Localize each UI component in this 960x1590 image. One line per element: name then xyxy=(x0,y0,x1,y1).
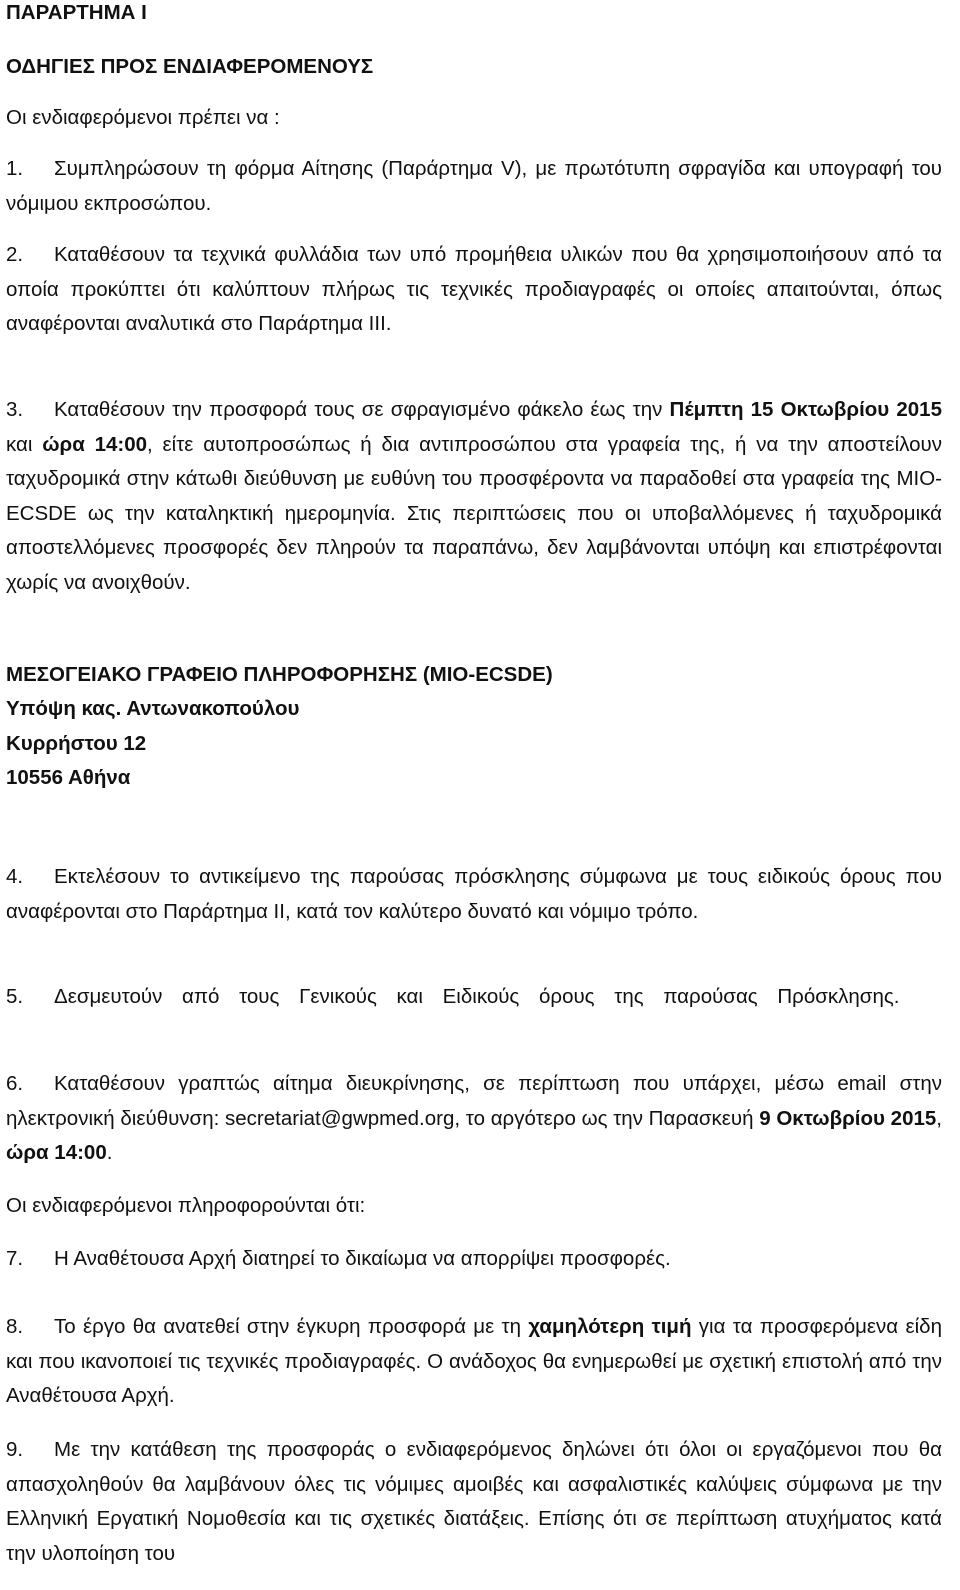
list-number: 6. xyxy=(6,1072,24,1095)
annex-title: ΠΑΡΑΡΤΗΜΑ Ι xyxy=(6,1,147,24)
list-item-text: Συμπληρώσουν τη φόρμα Αίτησης (Παράρτημα V), με πρωτότυπη σφραγίδα και υπογραφή του νόμιμου εκπροσώπου. xyxy=(6,157,942,215)
informed-intro: Οι ενδιαφερόμενοι πληροφορούνται ότι: xyxy=(6,1194,366,1217)
list-number: 3. xyxy=(6,398,24,421)
list-number: 2. xyxy=(6,243,24,266)
list-item-2 xyxy=(6,238,942,342)
list-item-text: Δεσμευτούν από τους Γενικούς και Ειδικούς όρους της παρούσας Πρόσκλησης. xyxy=(54,985,900,1008)
list-item-8 xyxy=(6,1310,942,1414)
deadline-date: Πέμπτη 15 Οκτωβρίου 2015 xyxy=(669,398,942,421)
list-item-7 xyxy=(6,1242,942,1277)
clarification-deadline-date: 9 Οκτωβρίου 2015 xyxy=(759,1106,937,1130)
deadline-time: ώρα 14:00 xyxy=(42,432,148,456)
lowest-price-emphasis: χαμηλότερη τιμή xyxy=(528,1315,692,1338)
list-item-text: . xyxy=(106,1141,113,1165)
list-item-text: Το έργο θα ανατεθεί στην έγκυρη προσφορά με τη xyxy=(54,1315,529,1338)
list-number: 4. xyxy=(6,865,24,888)
list-item-text: , xyxy=(936,1106,942,1130)
list-number: 8. xyxy=(6,1315,24,1338)
list-item-4 xyxy=(6,860,942,929)
list-number: 5. xyxy=(6,985,24,1008)
list-item-1 xyxy=(6,152,942,221)
list-item-text: Καταθέσουν την προσφορά τους σε σφραγισμένο φάκελο έως την xyxy=(54,398,670,421)
address-attn: Υπόψη κας. Αντωνακοπούλου xyxy=(6,697,300,720)
list-item-3 xyxy=(6,393,942,601)
list-item-text: Καταθέσουν γραπτώς αίτημα διευκρίνησης, σε περίπτωση που υπάρχει, μέσω email στην ηλεκτρονική διεύθυνση: secretariat@gwpmed.org, το αργότερο ως την Παρασκευή xyxy=(6,1072,942,1130)
list-item-9 xyxy=(6,1433,942,1571)
list-item-text: Καταθέσουν τα τεχνικά φυλλάδια των υπό προμήθεια υλικών που θα χρησιμοποιήσουν από τα οποία προκύπτει ότι καλύπτουν πλήρως τις τεχνικές προδιαγραφές οι οποίες απαιτούνται, όπως αναφέρονται αναλυτικά στο Παράρτημα ΙΙΙ. xyxy=(6,243,942,336)
list-item-text: Η Αναθέτουσα Αρχή διατηρεί το δικαίωμα να απορρίψει προσφορές. xyxy=(54,1247,671,1270)
list-item-text: , είτε αυτοπροσώπως ή δια αντιπροσώπου στα γραφεία της, ή να την αποστείλουν ταχυδρομικά στην κάτωθι διεύθυνση με ευθύνη του προσφέροντα να παραδοθεί στα γραφεία της MIO-ECSDE ως την καταληκτική ημερομηνία. Στις περιπτώσεις που οι υποβαλλόμενες ή ταχυδρομικά αποστελλόμενες προσφορές δεν πληρούν τα παραπάνω, δεν λαμβάνονται υπόψη και επιστρέφονται χωρίς να ανοιχθούν. xyxy=(6,432,942,594)
list-item-text: Με την κατάθεση της προσφοράς ο ενδιαφερόμενος δηλώνει ότι όλοι οι εργαζόμενοι που θα απασχοληθούν θα λαμβάνουν όλες τις νόμιμες αμοιβές και ασφαλιστικές καλύψεις σύμφωνα με την Ελληνική Εργατική Νομοθεσία και τις σχετικές διατάξεις. Επίσης ότι σε περίπτωση ατυχήματος κατά την υλοποίηση του xyxy=(6,1438,942,1565)
list-number: 9. xyxy=(6,1438,24,1461)
annex-heading: ΟΔΗΓΙΕΣ ΠΡΟΣ ΕΝΔΙΑΦΕΡΟΜΕΝΟΥΣ xyxy=(6,55,374,78)
list-number: 1. xyxy=(6,157,24,180)
list-item-text: Εκτελέσουν το αντικείμενο της παρούσας πρόσκλησης σύμφωνα με τους ειδικούς όρους που αναφέρονται στο Παράρτημα ΙΙ, κατά τον καλύτερο δυνατό και νόμιμο τρόπο. xyxy=(6,865,942,923)
list-item-6 xyxy=(6,1067,942,1171)
list-item-text: για τα προσφερόμενα είδη και που ικανοποιεί τις τεχνικές προδιαγραφές. Ο ανάδοχος θα ενημερωθεί με σχετική επιστολή από την Αναθέτουσα Αρχή. xyxy=(6,1315,942,1408)
address-org: ΜΕΣΟΓΕΙΑΚΟ ΓΡΑΦΕΙΟ ΠΛΗΡΟΦΟΡΗΣΗΣ (MIO-ECSDE) xyxy=(6,663,553,686)
address-street: Κυρρήστου 12 xyxy=(6,732,147,755)
list-number: 7. xyxy=(6,1247,24,1270)
intro-text: Οι ενδιαφερόμενοι πρέπει να : xyxy=(6,106,280,129)
list-item-5 xyxy=(6,980,942,1015)
address-city: 10556 Αθήνα xyxy=(6,766,131,789)
list-item-text: και xyxy=(6,432,43,456)
clarification-deadline-time: ώρα 14:00 xyxy=(6,1141,107,1165)
